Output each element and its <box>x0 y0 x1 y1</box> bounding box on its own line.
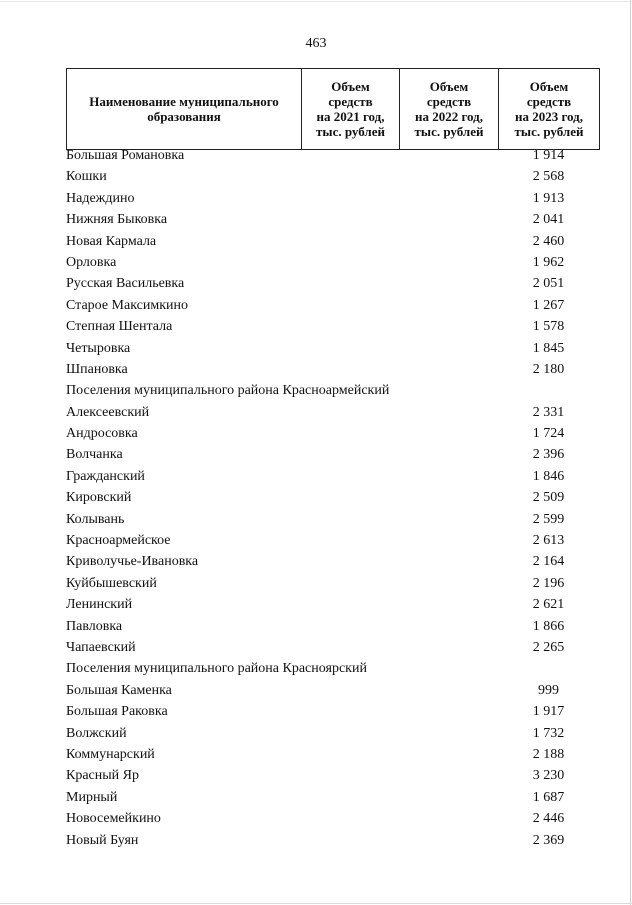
value-2023: 2 180 <box>532 361 565 377</box>
value-2023: 2 041 <box>532 212 565 228</box>
table-row <box>66 788 599 809</box>
municipality-name: Мирный <box>66 789 118 805</box>
municipality-name: Шпановка <box>66 361 128 377</box>
municipality-name: Красноармейское <box>66 533 171 549</box>
value-2023: 2 599 <box>532 511 565 527</box>
value-2023: 1 578 <box>532 319 565 335</box>
header-2021: Объем средств на 2021 год, тыс. рублей <box>302 69 400 150</box>
table-row <box>66 210 599 231</box>
table-body <box>66 146 599 852</box>
table-row <box>66 809 599 830</box>
municipality-name: Новый Буян <box>66 832 139 848</box>
value-2023: 1 687 <box>532 789 565 805</box>
municipality-name: Новосемейкино <box>66 811 161 827</box>
table-row <box>66 167 599 188</box>
scan-edge-bottom <box>0 903 632 904</box>
municipality-name: Большая Раковка <box>66 704 168 720</box>
municipality-name: Четыровка <box>66 340 131 356</box>
table-row <box>66 745 599 766</box>
table-row <box>66 552 599 573</box>
value-2023: 2 331 <box>532 404 565 420</box>
header-2023: Объем средств на 2023 год, тыс. рублей <box>499 69 600 150</box>
municipality-name: Поселения муниципального района Красноярский <box>66 661 367 677</box>
municipality-name: Чапаевский <box>66 639 136 655</box>
table-row <box>66 702 599 723</box>
value-2023: 2 621 <box>532 597 565 613</box>
value-2023: 1 267 <box>532 297 565 313</box>
table-row <box>66 339 599 360</box>
municipality-name: Нижняя Быковка <box>66 212 168 228</box>
municipality-name: Старое Максимкино <box>66 297 189 313</box>
table-row <box>66 296 599 317</box>
table-row <box>66 510 599 531</box>
value-2023: 1 732 <box>532 725 565 741</box>
value-2023: 2 369 <box>532 832 565 848</box>
table-row <box>66 638 599 659</box>
table-row <box>66 424 599 445</box>
municipality-name: Кировский <box>66 490 132 506</box>
municipality-name: Большая Романовка <box>66 148 185 163</box>
table-row <box>66 531 599 552</box>
table-row <box>66 317 599 338</box>
value-2023: 1 913 <box>532 190 565 206</box>
table-row <box>66 445 599 466</box>
value-2023: 1 866 <box>532 618 565 634</box>
value-2023: 1 914 <box>532 148 565 163</box>
value-2023: 2 509 <box>532 490 565 506</box>
municipality-name: Орловка <box>66 254 117 270</box>
table-row <box>66 617 599 638</box>
value-2023: 2 446 <box>532 811 565 827</box>
municipality-name: Куйбышевский <box>66 575 157 591</box>
table-row <box>66 595 599 616</box>
municipality-name: Степная Шентала <box>66 319 173 335</box>
municipality-name: Алексеевский <box>66 404 150 420</box>
table-row <box>66 360 599 381</box>
table-row <box>66 659 599 680</box>
municipality-name: Коммунарский <box>66 746 155 762</box>
table-row <box>66 274 599 295</box>
table-row <box>66 403 599 424</box>
municipality-name: Новая Кармала <box>66 233 157 249</box>
table-row <box>66 766 599 787</box>
value-2023: 999 <box>538 682 559 698</box>
scan-edge-top <box>0 1 632 2</box>
value-2023: 2 164 <box>532 554 565 570</box>
municipality-name: Волжский <box>66 725 127 741</box>
municipality-name: Криволучье-Ивановка <box>66 554 199 570</box>
value-2023: 2 265 <box>532 639 565 655</box>
table-row <box>66 232 599 253</box>
header-municipality: Наименование муниципального образования <box>67 69 302 150</box>
value-2023: 1 845 <box>532 340 565 356</box>
municipality-name: Красный Яр <box>66 768 139 784</box>
municipality-name: Павловка <box>66 618 123 634</box>
table-row <box>66 831 599 852</box>
value-2023: 2 613 <box>532 533 565 549</box>
municipality-name: Русская Васильевка <box>66 276 185 292</box>
municipality-name: Колывань <box>66 511 125 527</box>
table-row <box>66 189 599 210</box>
value-2023: 2 188 <box>532 746 565 762</box>
value-2023: 1 846 <box>532 468 565 484</box>
value-2023: 2 196 <box>532 575 565 591</box>
value-2023: 1 917 <box>532 704 565 720</box>
table-header <box>66 68 600 150</box>
table-row <box>66 467 599 488</box>
value-2023: 2 460 <box>532 233 565 249</box>
table-row <box>66 681 599 702</box>
municipality-name: Ленинский <box>66 597 133 613</box>
municipality-name: Гражданский <box>66 468 145 484</box>
page-number: 463 <box>305 36 327 51</box>
municipality-name: Андросовка <box>66 426 138 442</box>
municipality-name: Поселения муниципального района Красноармейский <box>66 383 390 399</box>
table-row <box>66 253 599 274</box>
municipality-name: Большая Каменка <box>66 682 172 698</box>
municipality-name: Надеждино <box>66 190 135 206</box>
table-row <box>66 381 599 402</box>
value-2023: 1 962 <box>532 254 565 270</box>
value-2023: 2 051 <box>532 276 565 292</box>
scan-edge-right <box>630 0 631 905</box>
value-2023: 2 568 <box>532 169 565 185</box>
table-row <box>66 574 599 595</box>
value-2023: 2 396 <box>532 447 565 463</box>
municipality-name: Волчанка <box>66 447 123 463</box>
header-2022: Объем средств на 2022 год, тыс. рублей <box>400 69 499 150</box>
municipality-name: Кошки <box>66 169 107 185</box>
value-2023: 3 230 <box>532 768 565 784</box>
table-row <box>66 488 599 509</box>
table-row <box>66 146 599 167</box>
value-2023: 1 724 <box>532 426 565 442</box>
table-row <box>66 724 599 745</box>
